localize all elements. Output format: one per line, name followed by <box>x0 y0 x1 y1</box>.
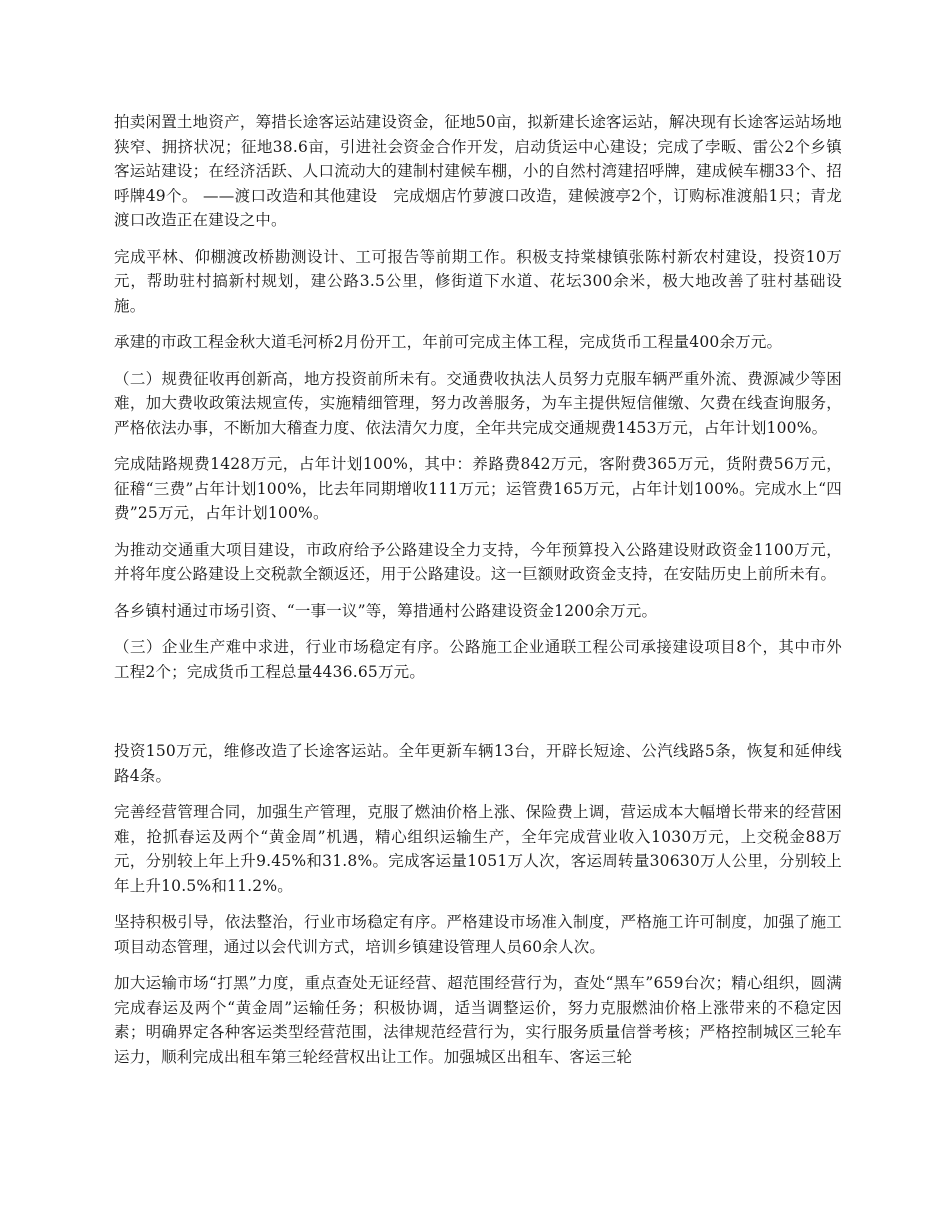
paragraph: （三）企业生产难中求进，行业市场稳定有序。公路施工企业通联工程公司承接建设项目8个，其中市外工程2个；完成货币工程总量4436.65万元。 <box>114 638 842 681</box>
paragraph: 坚持积极引导，依法整治，行业市场稳定有序。严格建设市场准入制度，严格施工许可制度，加强了施工项目动态管理，通过以会代训方式，培训乡镇建设管理人员60余人次。 <box>114 913 842 956</box>
paragraph: 完成陆路规费1428万元，占年计划100%，其中：养路费842万元，客附费365万元，货附费56万元，征稽“三费”占年计划100%，比去年同期增收111万元；运管费165万元，占年计划100%。完成水上“四费”25万元，占年计划100%。 <box>114 455 842 522</box>
document-body <box>114 110 842 1081</box>
paragraph: 投资150万元，维修改造了长途客运站。全年更新车辆13台，开辟长短途、公汽线路5条，恢复和延伸线路4条。 <box>114 742 842 785</box>
paragraph: 各乡镇村通过市场引资、“一事一议”等，筹措通村公路建设资金1200余万元。 <box>114 601 658 620</box>
paragraph: （二）规费征收再创新高，地方投资前所未有。交通费收执法人员努力克服车辆严重外流、费源减少等困难，加大费收政策法规宣传，实施精细管理，努力改善服务，为车主提供短信催缴、欠费在线查询服务，严格依法办事，不断加大稽查力度、依法清欠力度，全年共完成交通规费1453万元，占年计划100%。 <box>114 369 842 437</box>
paragraph: 完善经营管理合同，加强生产管理，克服了燃油价格上涨、保险费上调，营运成本大幅增长带来的经营困难，抢抓春运及两个“黄金周”机遇，精心组织运输生产，全年完成营业收入1030万元，上交税金88万元，分别较上年上升9.45%和31.8%。完成客运量1051万人次，客运周转量30630万人公里，分别较上年上升10.5%和11.2%。 <box>114 803 842 895</box>
paragraph: 拍卖闲置土地资产，筹措长途客运站建设资金，征地50亩，拟新建长途客运站，解决现有长途客运站场地狭窄、拥挤状况；征地38.6亩，引进社会资金合作开发，启动货运中心建设；完成了孛畈、雷公2个乡镇客运站建设；在经济活跃、人口流动大的建制村建候车棚，小的自然村湾建招呼牌，建成候车棚33个、招呼牌49个。 ——渡口改造和其他建设 完成烟店竹萝渡口改造，建候渡亭2个，订购标准渡船1只；青龙渡口改造正在建设之中。 <box>114 113 842 229</box>
paragraph: 完成平林、仰棚渡改桥勘测设计、工可报告等前期工作。积极支持棠棣镇张陈村新农村建设，投资10万元，帮助驻村搞新村规划，建公路3.5公里，修街道下水道、花坛300余米，极大地改善了驻村基础设施。 <box>114 247 842 315</box>
section-spacer <box>114 696 842 739</box>
paragraph: 加大运输市场“打黑”力度，重点查处无证经营、超范围经营行为，查处“黑车”659台次；精心组织，圆满完成春运及两个“黄金周”运输任务；积极协调，适当调整运价，努力克服燃油价格上涨带来的不稳定因素；明确界定各种客运类型经营范围，法律规范经营行为，实行服务质量信誉考核；严格控制城区三轮车运力，顺利完成出租车第三轮经营权出让工作。加强城区出租车、客运三轮 <box>114 974 842 1066</box>
paragraph: 承建的市政工程金秋大道毛河桥2月份开工，年前可完成主体工程，完成货币工程量400余万元。 <box>114 333 783 351</box>
paragraph: 为推动交通重大项目建设，市政府给予公路建设全力支持，今年预算投入公路建设财政资金1100万元，并将年度公路建设上交税款全额返还，用于公路建设。这一巨额财政资金支持，在安陆历史上前所未有。 <box>114 540 842 583</box>
